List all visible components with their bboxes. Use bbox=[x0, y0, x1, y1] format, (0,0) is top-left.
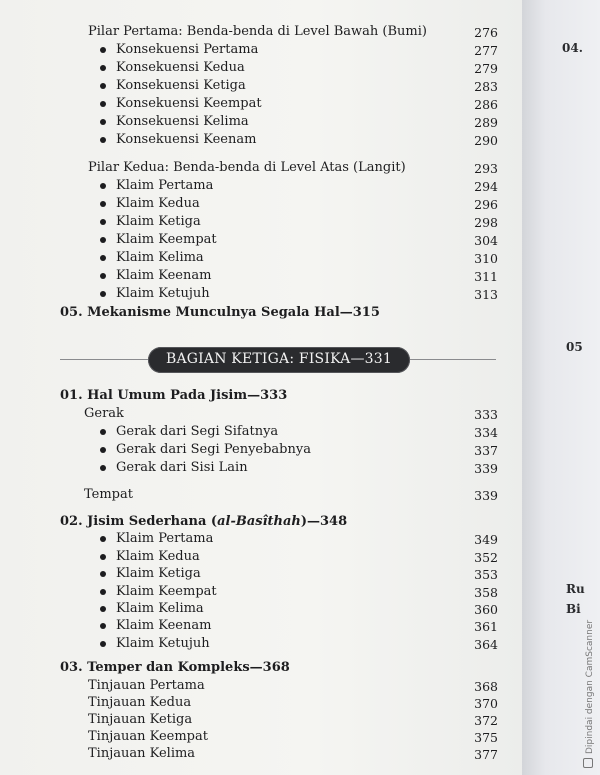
toc-item: Konsekuensi Keempat bbox=[116, 96, 262, 111]
page-number: 352 bbox=[474, 550, 498, 565]
toc-item: Konsekuensi Kedua bbox=[116, 60, 245, 75]
scanner-icon bbox=[583, 758, 593, 768]
page-number: 353 bbox=[474, 567, 498, 582]
toc-item: Konsekuensi Pertama bbox=[116, 42, 259, 57]
page-number: 286 bbox=[474, 97, 498, 112]
chapter-heading-italic: al-Basîthah bbox=[217, 514, 301, 529]
facing-page-text: 04. bbox=[562, 41, 583, 55]
page-number: 358 bbox=[474, 585, 498, 600]
part-banner bbox=[148, 347, 410, 373]
toc-item: Tinjauan Pertama bbox=[88, 678, 205, 693]
section-title: Pilar Pertama: Benda-benda di Level Bawah (Bumi) bbox=[88, 24, 427, 39]
page-number: 289 bbox=[474, 115, 498, 130]
toc-item: Gerak dari Segi Penyebabnya bbox=[116, 442, 311, 457]
facing-page-text: 05 bbox=[566, 340, 583, 354]
scanner-text: Dipindai dengan CamScanner bbox=[585, 619, 595, 754]
page-number: 313 bbox=[474, 287, 498, 302]
divider bbox=[60, 359, 148, 360]
chapter-heading bbox=[60, 514, 347, 530]
toc-item: Klaim Keempat bbox=[116, 584, 217, 599]
page-number: 370 bbox=[474, 696, 498, 711]
page-number: 334 bbox=[474, 425, 498, 440]
page-number: 283 bbox=[474, 79, 498, 94]
toc-item: Gerak dari Segi Sifatnya bbox=[116, 424, 279, 439]
scanner-watermark bbox=[583, 620, 595, 768]
page-number: 337 bbox=[474, 443, 498, 458]
page-number: 276 bbox=[474, 25, 498, 40]
toc-item: Gerak dari Sisi Lain bbox=[116, 460, 248, 475]
toc-item: Klaim Ketiga bbox=[116, 566, 201, 581]
page-number: 372 bbox=[474, 713, 498, 728]
page-number: 290 bbox=[474, 133, 498, 148]
facing-page-text: Ru bbox=[566, 582, 585, 596]
divider bbox=[410, 359, 496, 360]
toc-item: Konsekuensi Keenam bbox=[116, 132, 257, 147]
page-number: 364 bbox=[474, 637, 498, 652]
part-title: BAGIAN KETIGA: FISIKA—331 bbox=[165, 351, 393, 367]
chapter-heading: 05. Mekanisme Munculnya Segala Hal—315 bbox=[60, 305, 380, 320]
toc-item: Klaim Ketiga bbox=[116, 214, 201, 229]
page-number: 279 bbox=[474, 61, 498, 76]
toc-item: Klaim Ketujuh bbox=[116, 286, 210, 301]
toc-item: Tinjauan Kelima bbox=[88, 746, 196, 761]
page-number: 296 bbox=[474, 197, 498, 212]
page-number: 375 bbox=[474, 730, 498, 745]
page-number: 311 bbox=[474, 269, 498, 284]
toc-item: Konsekuensi Kelima bbox=[116, 114, 249, 129]
toc-item: Klaim Keenam bbox=[116, 268, 212, 283]
toc-item: Konsekuensi Ketiga bbox=[116, 78, 246, 93]
page-number: 298 bbox=[474, 215, 498, 230]
page-number: 339 bbox=[474, 461, 498, 476]
page-number: 368 bbox=[474, 679, 498, 694]
toc-item: Klaim Kedua bbox=[116, 549, 200, 564]
page-number: 360 bbox=[474, 602, 498, 617]
page-number: 333 bbox=[474, 407, 498, 422]
toc-item: Tinjauan Ketiga bbox=[88, 712, 193, 727]
page-number: 310 bbox=[474, 251, 498, 266]
toc-item: Tinjauan Keempat bbox=[88, 729, 208, 744]
toc-item: Klaim Keempat bbox=[116, 232, 217, 247]
toc-item: Tinjauan Kedua bbox=[88, 695, 192, 710]
page-number: 294 bbox=[474, 179, 498, 194]
section-title: Gerak bbox=[84, 406, 124, 421]
chapter-heading: 03. Temper dan Kompleks—368 bbox=[60, 660, 290, 675]
page-number: 277 bbox=[474, 43, 498, 58]
page-number: 304 bbox=[474, 233, 498, 248]
toc-item: Klaim Pertama bbox=[116, 531, 214, 546]
section-title: Pilar Kedua: Benda-benda di Level Atas (Langit) bbox=[88, 160, 406, 175]
chapter-heading-prefix: 02. Jisim Sederhana ( bbox=[60, 514, 218, 529]
chapter-heading: 01. Hal Umum Pada Jisim—333 bbox=[60, 388, 288, 403]
toc-item: Klaim Kelima bbox=[116, 250, 204, 265]
page-number: 377 bbox=[474, 747, 498, 762]
page-number: 339 bbox=[474, 488, 498, 503]
page-number: 293 bbox=[474, 161, 498, 176]
toc-item: Klaim Keenam bbox=[116, 618, 212, 633]
toc-item: Klaim Ketujuh bbox=[116, 636, 210, 651]
section-title: Tempat bbox=[84, 487, 133, 502]
toc-item: Klaim Pertama bbox=[116, 178, 214, 193]
page-number: 349 bbox=[474, 532, 498, 547]
facing-page-text: Bi bbox=[566, 602, 581, 616]
page-number: 361 bbox=[474, 619, 498, 634]
chapter-heading-suffix: )—348 bbox=[300, 514, 348, 529]
toc-item: Klaim Kedua bbox=[116, 196, 200, 211]
toc-item: Klaim Kelima bbox=[116, 601, 204, 616]
